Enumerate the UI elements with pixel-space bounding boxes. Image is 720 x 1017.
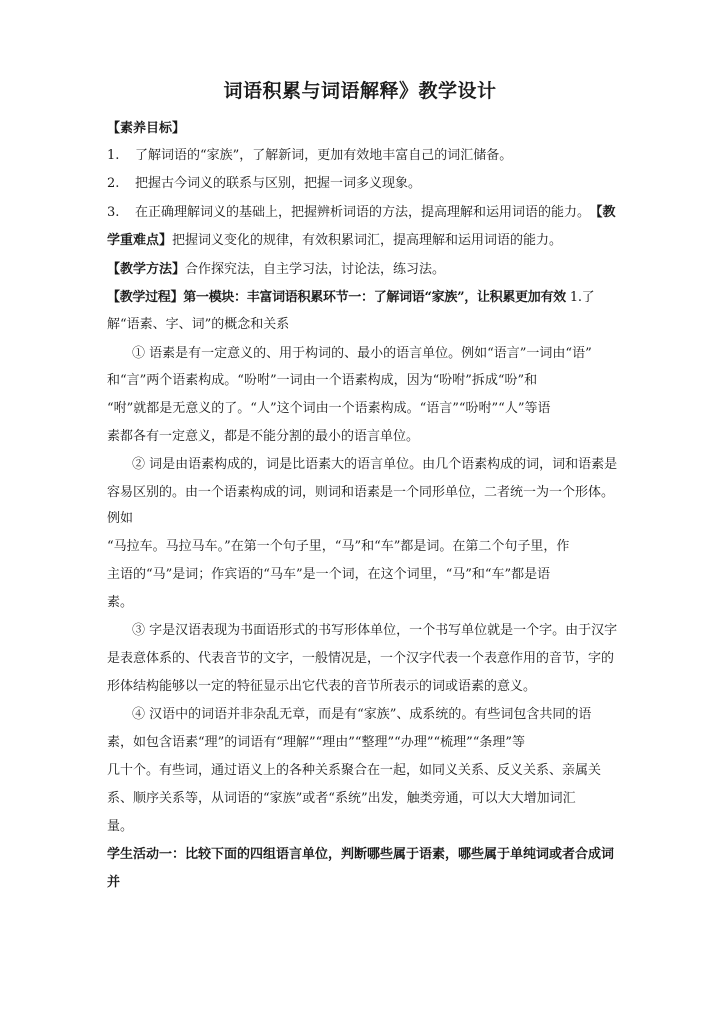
goal-number: 1. [107,148,120,163]
method-heading: 【教学方法】 [107,262,186,277]
para4-line: ④ 汉语中的词语并非杂乱无章，而是有“家族”、成系统的。有些词包含共同的语 [132,707,592,722]
para1-line: “咐”就都是无意义的了。“人”这个词由一个语素构成。“语言”“吩咐”“人”等语 [107,401,551,416]
difficulty-line [107,232,562,250]
goal-number: 3. [107,205,120,220]
para4-line: 素，如包含语素“理”的词语有“理解”“理由”“整理”“办理”“梳理”“条理”等 [107,735,526,750]
para2-line: 素。 [107,595,134,610]
para3-line: ③ 字是汉语表现为书面语形式的书写形体单位，一个书写单位就是一个字。由于汉字 [132,623,618,638]
goal-number: 2. [107,176,120,191]
difficulty-heading-start: 【教 [596,205,616,220]
para1-line: 素都各有一定意义，都是不能分割的最小的语言单位。 [107,429,420,444]
para3-line: 是表意体系的、代表音节的文字，一般情况是，一个汉字代表一个表意作用的音节，字的 [107,651,615,666]
para4-line: 几十个。有些词，通过语义上的各种关系聚合在一起，如同义关系、反义关系、亲属关 [107,763,602,778]
document-title: 词语积累与词语解释》教学设计 [223,80,497,102]
method-text: 合作探究法，自主学习法，讨论法，练习法。 [185,262,446,277]
goal-item [107,204,616,222]
process-heading: 【教学过程】第一模块：丰富词语积累环节一：了解词语“家族”，让积累更加有效 [107,290,566,305]
para3-line: 形体结构能够以一定的特征显示出它代表的音节所表示的词或语素的意义。 [107,679,537,694]
para4-line: 系、顺序关系等，从词语的“家族”或者“系统”出发，触类旁通，可以大大增加词汇 [107,791,576,806]
para2-line: 例如 [107,511,134,526]
para1-line: ① 语素是有一定意义的、用于构词的、最小的语言单位。例如“语言”一词由“语” [132,346,592,361]
difficulty-heading-end: 学重难点】 [107,233,173,248]
para2-line: 主语的“马”是词；作宾语的“马车”是一个词，在这个词里，“马”和“车”都是语 [107,567,551,582]
method-line [107,261,445,279]
goal-text: 在正确理解词义的基础上，把握辨析词语的方法，提高理解和运用词语的能力。 [135,205,591,220]
goals-heading: 【素养目标】 [107,121,186,136]
para2-line: “马拉车。马拉马车。”在第一个句子里，“马”和“车”都是词。在第二个句子里，作 [107,539,570,554]
goal-item [107,175,421,193]
goal-text: 把握古今词义的联系与区别，把握一词多义现象。 [135,176,422,191]
activity-heading: 学生活动一：比较下面的四组语言单位，判断哪些属于语素，哪些属于单纯词或者合成词 [107,847,615,862]
goal-item [107,147,512,165]
process-heading-tail: 1.了 [569,290,595,305]
process-subheading: 解“语素、字、词”的概念和关系 [107,317,290,332]
para4-line: 量。 [107,819,134,834]
para2-line: 容易区别的。由一个语素构成的词，则词和语素是一个同形单位，二者统一为一个形体。 [107,485,615,500]
activity-heading-tail: 并 [107,875,121,890]
para2-line: ② 词是由语素构成的，词是比语素大的语言单位。由几个语素构成的词，词和语素是 [132,457,618,472]
para1-line: 和“言”两个语素构成。“吩咐”一词由一个语素构成，因为“吩咐”拆成“吩”和 [107,373,538,388]
goal-text: 了解词语的“家族”，了解新词，更加有效地丰富自己的词汇储备。 [135,148,513,163]
difficulty-text: 把握词义变化的规律，有效积累词汇，提高理解和运用词语的能力。 [172,233,563,248]
process-heading-line [107,289,594,307]
